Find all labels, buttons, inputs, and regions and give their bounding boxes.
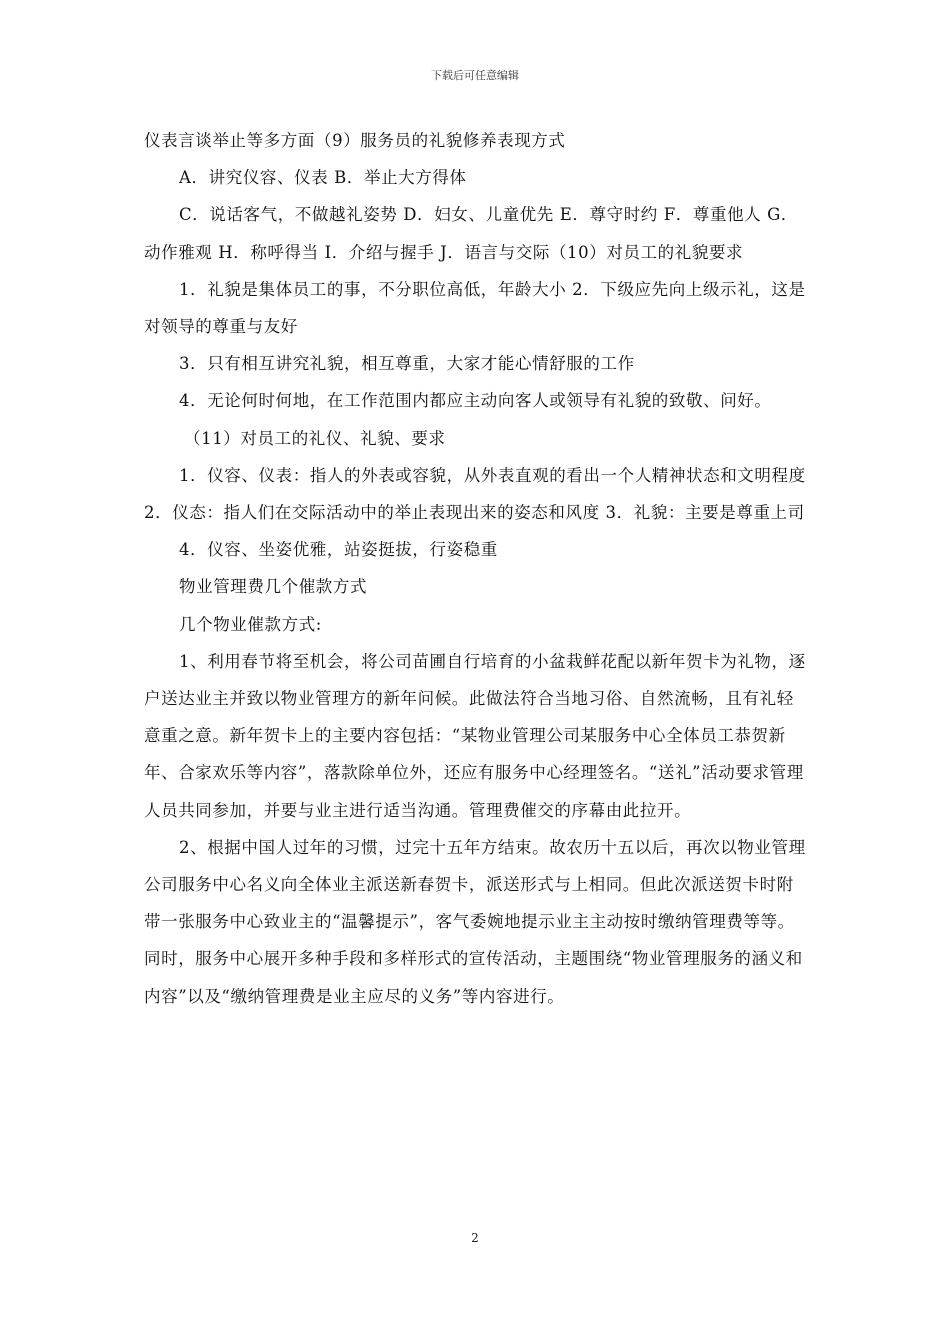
paragraph-etiquette-intro: 仪表言谈举止等多方面（9）服务员的礼貌修养表现方式: [144, 131, 566, 150]
paragraph-item-a-b: A．讲究仪容、仪表 B．举止大方得体: [179, 168, 467, 188]
document-body: [144, 122, 808, 1015]
paragraph-requirement-4: 4．无论何时何地，在工作范围内都应主动向客人或领导有礼貌的致敬、问好。: [179, 391, 772, 411]
section-heading-11: （11）对员工的礼仪、礼貌、要求: [184, 428, 446, 448]
paragraph-method-1: 1、利用春节将至机会，将公司苗圃自行培育的小盆栽鲜花配以新年贺卡为礼物，逐户送达业主并致以物业管理方的新年问候。此做法符合当地习俗、自然流畅，且有礼轻意重之意。新年贺卡上的主要内容包括：“某物业管理公司某服务中心全体员工恭贺新年、合家欢乐等内容”，落款除单位外，还应有服务中心经理签名。“送礼”活动要求管理人员共同参加，并要与业主进行适当沟通。管理费催交的序幕由此拉开。: [144, 651, 806, 820]
page-header: 下载后可任意编辑: [431, 69, 519, 82]
paragraph-requirement-1-2: 1．礼貌是集体员工的事，不分职位高低，年龄大小 2．下级应先向上级示礼，这是对领导的尊重与友好: [144, 279, 806, 337]
paragraph-item-c-j: C．说话客气，不做越礼姿势 D．妇女、儿童优先 E．尊守时约 F．尊重他人 G．动作雅观 H．称呼得当 I．介绍与握手 J．语言与交际（10）对员工的礼貌要求: [144, 205, 799, 262]
section-heading-fee-collection: 物业管理费几个催款方式: [179, 577, 368, 597]
paragraph-requirement-3: 3．只有相互讲究礼貌，相互尊重，大家才能心情舒服的工作: [179, 354, 635, 374]
paragraph-appearance-4: 4．仪容、坐姿优雅，站姿挺拔，行姿稳重: [179, 540, 498, 560]
page-number: 2: [471, 1231, 479, 1245]
paragraph-method-2: 2、根据中国人过年的习惯，过完十五年方结束。故农历十五以后，再次以物业管理公司服务中心名义向全体业主派送新春贺卡，派送形式与上相同。但此次派送贺卡时附带一张服务中心致业主的“温馨提示”，客气委婉地提示业主主动按时缴纳管理费等等。同时，服务中心展开多种手段和多样形式的宣传活动，主题围绕“物业管理服务的涵义和内容”以及“缴纳管理费是业主应尽的义务”等内容进行。: [144, 837, 806, 1006]
paragraph-collection-methods-intro: 几个物业催款方式:: [179, 614, 322, 634]
paragraph-appearance-1-3: 1．仪容、仪表：指人的外表或容貌，从外表直观的看出一个人精神状态和文明程度 2．仪态：指人们在交际活动中的举止表现出来的姿态和风度 3．礼貌：主要是尊重上司: [144, 465, 806, 523]
